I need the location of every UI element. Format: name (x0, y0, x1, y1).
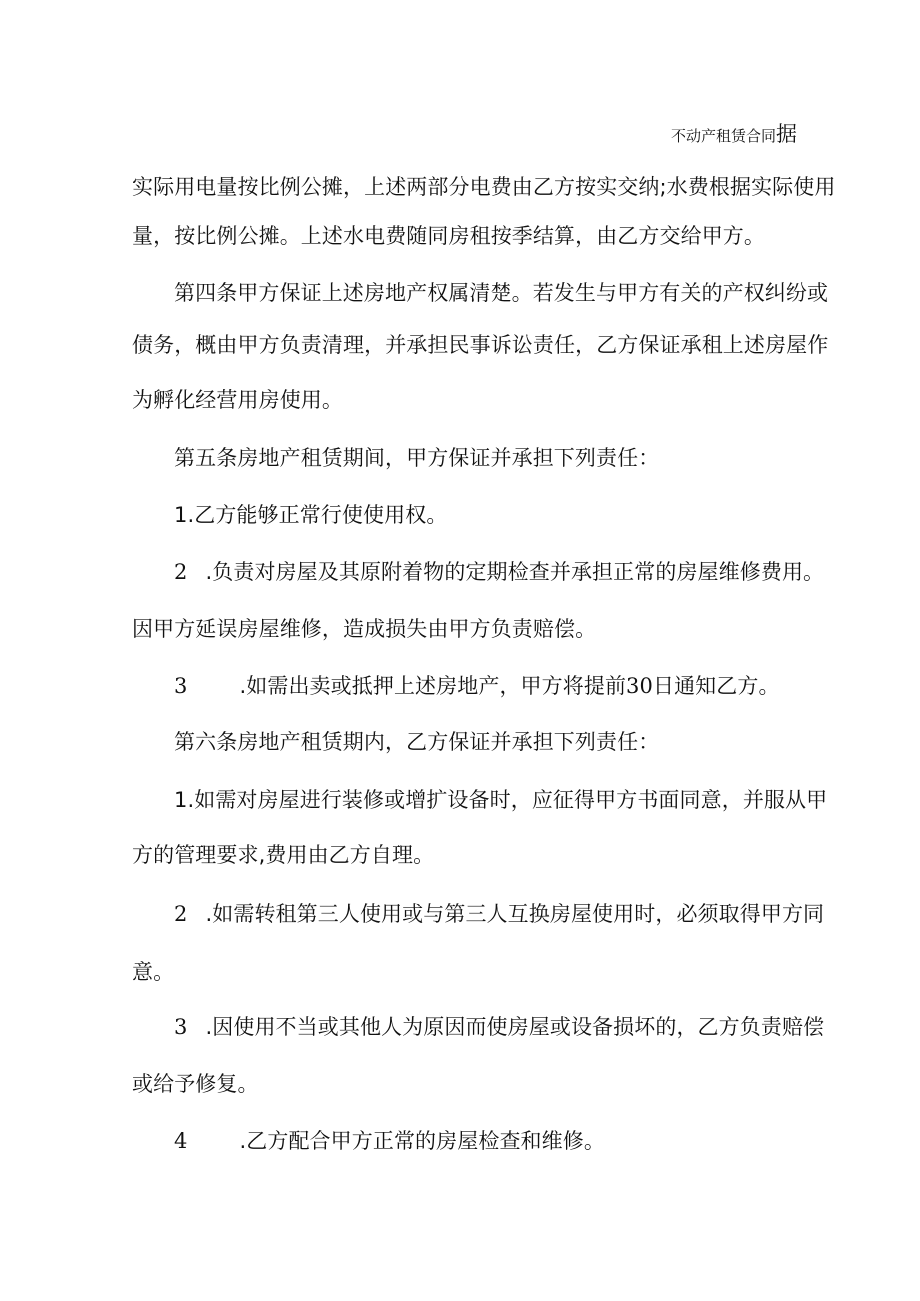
clause-5-item-2 (174, 556, 825, 588)
clause-4-line: 债务，概由甲方负责清理，并承担民事诉讼责任，乙方保证承租上述房屋作 (132, 333, 829, 357)
item-number: 2 (174, 560, 188, 584)
header-title-suffix: 据 (776, 122, 797, 146)
clause-6-heading: 第六条房地产租赁期内，乙方保证并承担下列责任： (174, 730, 660, 754)
clause-5-item-2-cont: 因甲方延误房屋维修，造成损失由甲方负责赔偿。 (132, 617, 597, 641)
paragraph-line: 量，按比例公摊。上述水电费随同房租按季结算，由乙方交给甲方。 (132, 224, 765, 248)
item-number: 3 (174, 674, 188, 698)
item-number: 4 (174, 1129, 188, 1153)
item-text: .如需转租第三人使用或与第三人互换房屋使用时，必须取得甲方同 (205, 902, 825, 926)
clause-4-line: 为孵化经营用房使用。 (132, 388, 343, 412)
clause-4-line: 第四条甲方保证上述房地产权属清楚。若发生与甲方有关的产权纠纷或 (174, 281, 829, 305)
item-text: .因使用不当或其他人为原因而使房屋或设备损坏的，乙方负责赔偿 (205, 1015, 825, 1039)
clause-6-item-3 (174, 1011, 825, 1043)
clause-6-item-1-cont: 方的管理要求,费用由乙方自理。 (132, 843, 435, 867)
clause-5-heading: 第五条房地产租赁期间，甲方保证并承担下列责任： (174, 446, 660, 470)
page-header (671, 120, 797, 150)
clause-5-item-1: 1.乙方能够正常行使使用权。 (174, 503, 448, 527)
clause-6-item-1: 1.如需对房屋进行装修或增扩设备时，应征得甲方书面同意，并服从甲 (174, 788, 828, 812)
paragraph-line: 实际用电量按比例公摊，上述两部分电费由乙方按实交纳;水费根据实际使用 (132, 175, 836, 199)
item-text: .负责对房屋及其原附着物的定期检查并承担正常的房屋维修费用。 (205, 560, 825, 584)
header-title: 不动产租赁合同 (670, 127, 776, 145)
clause-6-item-4 (174, 1125, 814, 1157)
clause-6-item-3-cont: 或给予修复。 (132, 1072, 259, 1096)
clause-5-item-3 (174, 670, 814, 702)
item-number: 3 (174, 1015, 188, 1039)
item-text: 日通知乙方。 (652, 674, 780, 698)
clause-6-item-2 (174, 898, 825, 930)
item-text: .乙方配合甲方正常的房屋检查和维修。 (239, 1129, 605, 1153)
item-text: .如需出卖或抵押上述房地产，甲方将提前 (239, 674, 627, 698)
notice-days: 30 (626, 674, 653, 698)
item-number: 2 (174, 902, 188, 926)
clause-6-item-2-cont: 意。 (132, 960, 175, 984)
